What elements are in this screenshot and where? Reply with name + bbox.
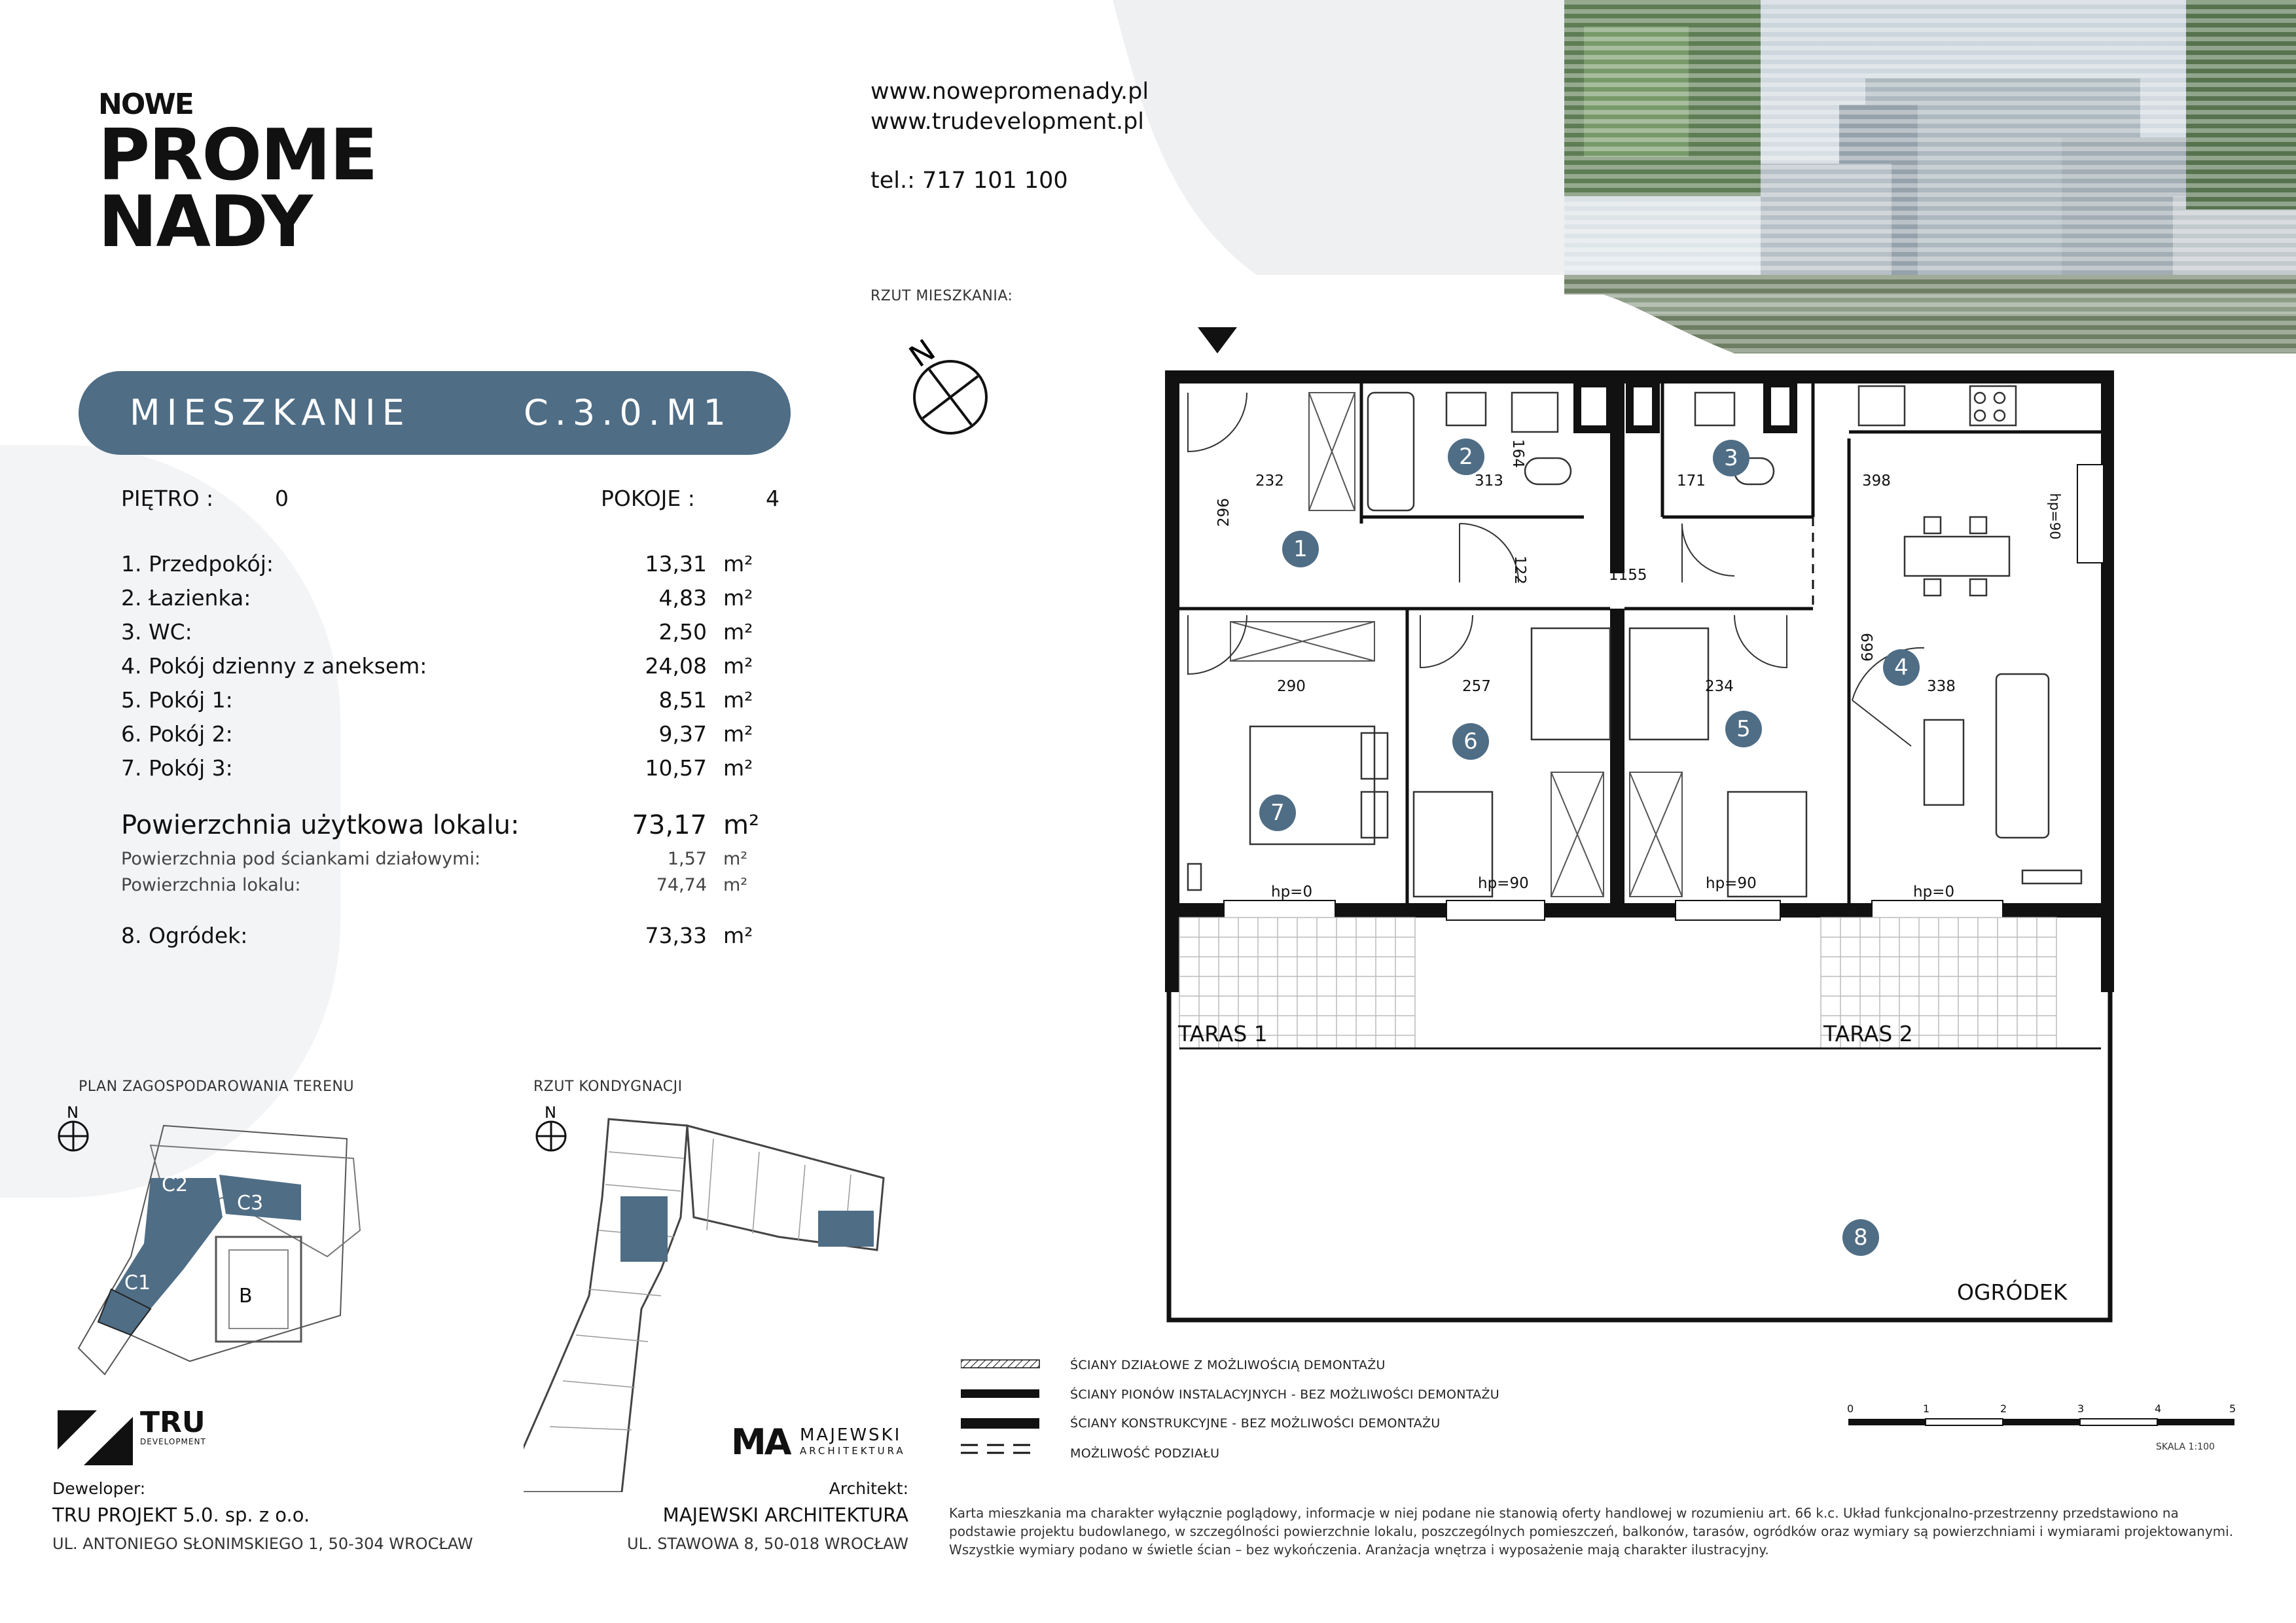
logo-line1: NOWE	[98, 88, 193, 121]
room-area: 13,31	[645, 551, 707, 577]
dimension-label: hp=0	[1913, 883, 1955, 901]
developer-address: UL. ANTONIEGO SŁONIMSKIEGO 1, 50-304 WROCŁAW	[52, 1535, 473, 1553]
legend-symbols	[961, 1355, 1046, 1472]
ma-logo-line1: MAJEWSKI	[800, 1425, 902, 1445]
room-name: 6. Pokój 2:	[121, 721, 233, 747]
floor-label: PIĘTRO :	[121, 486, 214, 511]
site-label-c1: C1	[124, 1272, 151, 1294]
room-badge-1: 1	[1282, 531, 1319, 567]
room-area: 9,37	[658, 721, 707, 747]
compass-letter: N	[903, 332, 942, 374]
floor-north-icon	[537, 1103, 565, 1150]
room-name: 4. Pokój dzienny z aneksem:	[121, 653, 427, 679]
dimension-label: 232	[1255, 473, 1284, 490]
dimension-label: 257	[1462, 678, 1491, 695]
scale-tick-label: 1	[1923, 1402, 1930, 1415]
usable-area-label: Powierzchnia użytkowa lokalu:	[121, 810, 520, 840]
building-render-image	[1564, 0, 2296, 353]
architect-name: MAJEWSKI ARCHITEKTURA	[662, 1504, 908, 1526]
room-name: 2. Łazienka:	[121, 585, 251, 611]
legend-shaft-icon	[961, 1389, 1039, 1398]
site-plan-map	[52, 1099, 419, 1394]
room-badge-5: 5	[1725, 711, 1762, 747]
room-name: 3. WC:	[121, 619, 192, 645]
dimension-label: hp=90	[2047, 493, 2063, 540]
usable-area-unit: m²	[723, 810, 759, 840]
room-badge-6: 6	[1452, 723, 1489, 760]
site-north-letter: N	[67, 1103, 79, 1122]
room-badge-8: 8	[1842, 1219, 1879, 1256]
room-unit: m²	[723, 653, 753, 679]
scale-tick-label: 4	[2155, 1402, 2162, 1415]
disclaimer-text: Karta mieszkania ma charakter wyłącznie poglądowy, informacje w niej podane nie stanowią oferty handlowej w rozumieniu art. 66 k.c. Układ funkcjonalno-przestrzenny przedstawiono na podstawie projektu budowlanego, w szczególności powierzchnie lokalu, poszczególnych pomieszczeń, balkonów, tarasów, ogródków oraz wymiary są powierzchniami i wymiarami projektowanymi. Wszystkie wymiary podano w świetle ścian – bez wykończenia. Aranżacja wnętrza i wyposażenie mają charakter ilustracyjny.	[949, 1505, 2234, 1558]
room-name: 7. Pokój 3:	[121, 755, 233, 781]
dimension-label: 338	[1927, 678, 1956, 695]
logo-line3: NADY	[98, 181, 312, 263]
room-unit: m²	[723, 687, 753, 713]
apartment-area-label: Powierzchnia lokalu:	[121, 875, 301, 895]
floor-north-letter: N	[545, 1103, 556, 1122]
dimension-label: 164	[1509, 439, 1526, 468]
tru-brand: TRU	[140, 1406, 206, 1439]
north-arrow-icon	[897, 324, 995, 448]
scale-label: SKALA 1:100	[2156, 1442, 2215, 1452]
legend-item: ŚCIANY DZIAŁOWE Z MOŻLIWOŚCIĄ DEMONTAŻU	[1070, 1358, 1386, 1372]
room-badge-2: 2	[1448, 438, 1484, 475]
dimension-label: 296	[1215, 498, 1232, 527]
plan-caption: RZUT MIESZKANIA:	[870, 288, 1013, 304]
floor-plan-title: RZUT KONDYGNACJI	[533, 1079, 683, 1095]
website-link-2[interactable]: www.trudevelopment.pl	[870, 109, 1145, 135]
ma-logo-line2: ARCHITEKTURA	[800, 1445, 906, 1457]
legend-item: MOŻLIWOŚĆ PODZIAŁU	[1070, 1446, 1220, 1461]
room-unit: m²	[723, 721, 753, 747]
rooms-value: 4	[766, 486, 780, 511]
dimension-label: 171	[1677, 473, 1706, 490]
dimension-label: 398	[1862, 473, 1891, 490]
apartment-title-pill	[79, 371, 791, 455]
apartment-area-value: 74,74	[656, 875, 707, 895]
site-label-c2: C2	[162, 1173, 188, 1196]
architect-role: Architekt:	[829, 1479, 908, 1498]
nowe-promenady-logo	[98, 88, 377, 263]
dimension-label: 290	[1277, 678, 1306, 695]
terrace-2-label: TARAS 2	[1823, 1021, 1913, 1046]
legend-structural-icon	[961, 1418, 1039, 1429]
legend-item: ŚCIANY KONSTRUKCYJNE - BEZ MOŻLIWOŚCI DEMONTAŻU	[1070, 1416, 1441, 1431]
dimension-label: hp=90	[1478, 875, 1529, 892]
tru-logo-icon	[58, 1410, 136, 1465]
dimension-label: hp=0	[1271, 883, 1313, 901]
architect-address: UL. STAWOWA 8, 50-018 WROCŁAW	[627, 1535, 908, 1553]
legend-item: ŚCIANY PIONÓW INSTALACYJNYCH - BEZ MOŻLIWOŚCI DEMONTAŻU	[1070, 1387, 1500, 1402]
scale-tick-label: 0	[1847, 1402, 1854, 1415]
room-badge-3: 3	[1713, 440, 1749, 476]
room-badge-4: 4	[1883, 649, 1920, 686]
partitions-area-label: Powierzchnia pod ściankami działowymi:	[121, 849, 481, 869]
room-area: 8,51	[658, 687, 707, 713]
scale-tick-label: 5	[2229, 1402, 2236, 1415]
dimension-label: 669	[1859, 633, 1876, 662]
apartment-area-unit: m²	[723, 875, 748, 895]
garden-area-unit: m²	[723, 923, 753, 948]
website-link-1[interactable]: www.nowepromenady.pl	[870, 79, 1149, 105]
room-area: 24,08	[645, 653, 707, 679]
dimension-label: hp=90	[1706, 875, 1757, 892]
dimension-label: 313	[1475, 473, 1503, 490]
room-unit: m²	[723, 755, 753, 781]
dimension-label: 122	[1511, 556, 1528, 584]
legend-hatch-icon	[961, 1360, 1039, 1368]
dimension-label: 1155	[1609, 567, 1647, 584]
room-area: 4,83	[658, 585, 707, 611]
phone-number: tel.: 717 101 100	[870, 168, 1068, 194]
room-unit: m²	[723, 585, 753, 611]
site-label-b: B	[239, 1285, 253, 1308]
room-badge-7: 7	[1259, 794, 1296, 831]
site-north-icon	[59, 1103, 88, 1150]
garden-area-label: 8. Ogródek:	[121, 923, 248, 948]
garden-label: OGRÓDEK	[1957, 1279, 2068, 1305]
rooms-label: POKOJE :	[601, 486, 695, 511]
developer-role: Deweloper:	[52, 1479, 146, 1498]
room-name: 5. Pokój 1:	[121, 687, 233, 713]
legend-dashed-icon	[961, 1445, 1039, 1453]
partitions-area-value: 1,57	[667, 849, 707, 869]
room-unit: m²	[723, 551, 753, 577]
partitions-area-unit: m²	[723, 849, 748, 869]
room-area: 10,57	[645, 755, 707, 781]
site-plan-title: PLAN ZAGOSPODAROWANIA TERENU	[79, 1079, 355, 1095]
terrace-1-label: TARAS 1	[1178, 1021, 1268, 1046]
apartment-code: C.3.0.M1	[524, 392, 732, 433]
scale-tick-label: 2	[2000, 1402, 2007, 1415]
ma-logo-mark: MA	[731, 1421, 790, 1463]
developer-name: TRU PROJEKT 5.0. sp. z o.o.	[52, 1504, 310, 1526]
room-name: 1. Przedpokój:	[121, 551, 274, 577]
dimension-label: 234	[1705, 678, 1734, 695]
apartment-label: MIESZKANIE	[130, 392, 411, 433]
room-area: 2,50	[658, 619, 707, 645]
garden-area-value: 73,33	[645, 923, 707, 948]
site-label-c3: C3	[237, 1192, 264, 1215]
room-unit: m²	[723, 619, 753, 645]
logo-line2: PROME	[98, 115, 377, 196]
floor-value: 0	[275, 486, 289, 511]
tru-brand-sub: DEVELOPMENT	[140, 1437, 206, 1446]
usable-area-value: 73,17	[632, 810, 707, 840]
entrance-arrow-icon	[1198, 327, 1237, 353]
scale-tick-label: 3	[2077, 1402, 2085, 1415]
apartment-floor-plan	[1158, 321, 2114, 1329]
